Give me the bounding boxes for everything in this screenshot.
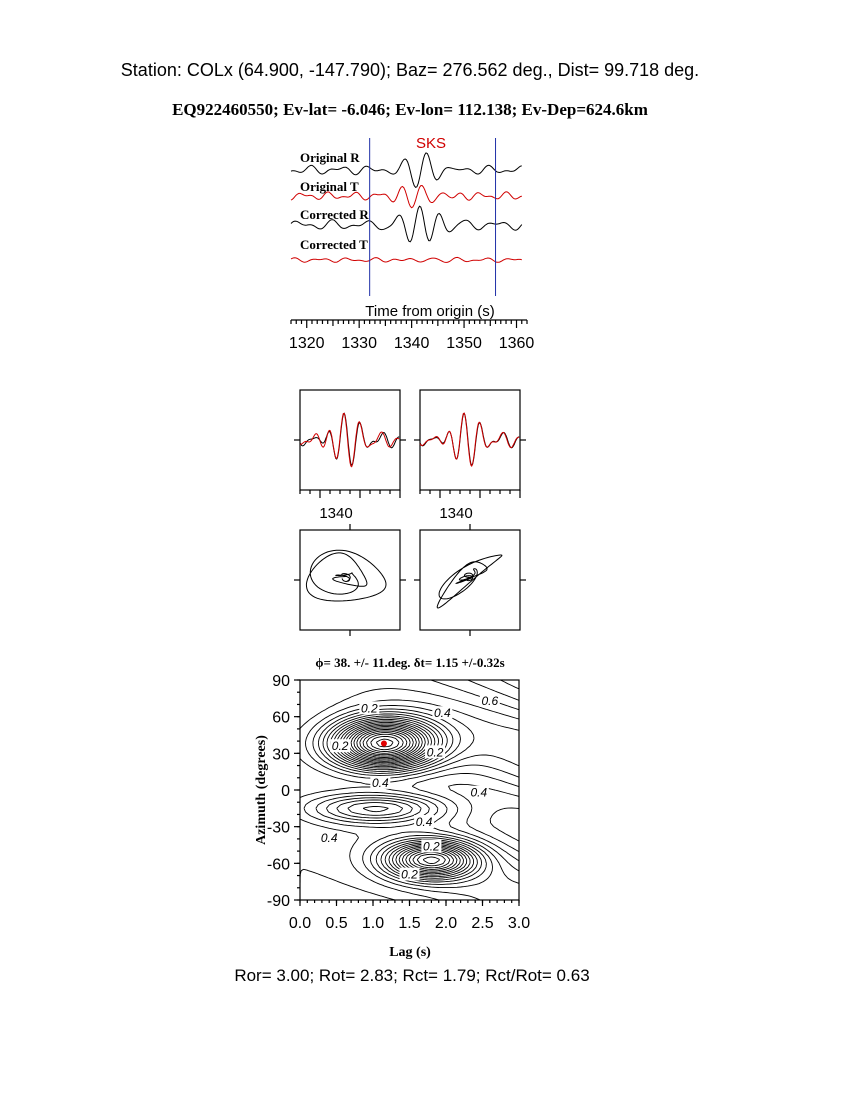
contour-xlabel: Lag (s)	[389, 945, 431, 960]
series-label-corrected-r: Corrected R	[300, 207, 369, 222]
contour-label: 0.4	[371, 775, 389, 790]
lag-tick-label: 0.0	[288, 915, 312, 932]
waveform-trace-red	[420, 413, 519, 466]
time-tick-label-1330: 1330	[341, 335, 377, 352]
waveform-box-corrected	[420, 390, 520, 490]
lag-tick-label: 2.5	[471, 915, 494, 932]
contour-label: 0.4	[434, 706, 451, 721]
seismogram-panel	[289, 135, 534, 352]
azimuth-tick-label: -90	[266, 893, 290, 910]
event-line: EQ922460550; Ev-lat= -6.046; Ev-lon= 112.138; Ev-Dep=624.6km	[172, 100, 648, 119]
azimuth-tick-label: -60	[266, 856, 290, 874]
contour-label: 0.2	[401, 867, 418, 882]
azimuth-tick-label: -30	[266, 819, 290, 837]
waveform-trace-red	[300, 413, 399, 466]
waveform-tick-label-corrected: 1340	[439, 505, 473, 522]
trace-corrected-t	[291, 257, 522, 262]
time-axis-ticks	[289, 320, 534, 352]
waveform-tick-label-original: 1340	[319, 505, 353, 522]
waveform-traces-original	[300, 413, 399, 466]
series-label-corrected-t: Corrected T	[300, 237, 368, 252]
azimuth-tick-label: 0	[281, 783, 290, 800]
contour-title: ϕ= 38. +/- 11.deg. δt= 1.15 +/-0.32s	[315, 655, 505, 670]
azimuth-tick-label: 30	[272, 746, 290, 764]
ratio-line: Ror= 3.00; Rot= 2.83; Rct= 1.79; Rct/Rot= 0.63	[234, 966, 590, 985]
contour-label: 0.2	[423, 839, 440, 854]
station-line: Station: COLx (64.900, -147.790); Baz= 276.562 deg., Dist= 99.718 deg.	[120, 60, 700, 80]
time-tick-label-1320: 1320	[288, 335, 325, 352]
particle-motion-panels	[294, 524, 526, 636]
azimuth-tick-label: 90	[272, 673, 290, 690]
lag-tick-label: 1.5	[398, 915, 421, 932]
lag-tick-label: 0.5	[325, 915, 348, 932]
lag-tick-label: 2.0	[434, 915, 458, 932]
azimuth-tick-label: 60	[272, 709, 290, 727]
contour-label: 0.2	[361, 701, 378, 716]
particle-motion-ticks	[294, 524, 526, 636]
particle-motion-original	[306, 550, 386, 601]
time-tick-label-1340: 1340	[393, 335, 430, 352]
contour-label: 0.4	[320, 830, 338, 845]
lag-tick-label: 3.0	[507, 915, 531, 932]
waveform-box-original	[300, 390, 400, 490]
time-tick-label-1360: 1360	[498, 335, 535, 352]
contour-panel	[254, 655, 530, 960]
time-axis-label: Time from origin (s)	[365, 303, 495, 320]
contour-label: 0.2	[331, 739, 349, 754]
series-label-original-t: Original T	[300, 179, 359, 194]
waveform-ticks	[294, 440, 526, 498]
series-label-original-r: Original R	[300, 150, 360, 165]
waveform-traces-corrected	[420, 413, 519, 466]
particle-motion-corrected	[437, 555, 502, 608]
contour-label: 0.6	[481, 694, 499, 708]
contour-label: 0.2	[426, 745, 444, 760]
contour-label: 0.4	[470, 785, 488, 800]
lag-tick-label: 1.0	[361, 915, 385, 932]
time-tick-label-1350: 1350	[446, 335, 482, 352]
contour-label: 0.4	[415, 815, 433, 829]
waveform-comparison-panels	[294, 390, 526, 522]
best-fit-marker	[381, 741, 387, 747]
contour-ylabel: Azimuth (degrees)	[254, 735, 269, 845]
phase-label: SKS	[415, 135, 447, 152]
